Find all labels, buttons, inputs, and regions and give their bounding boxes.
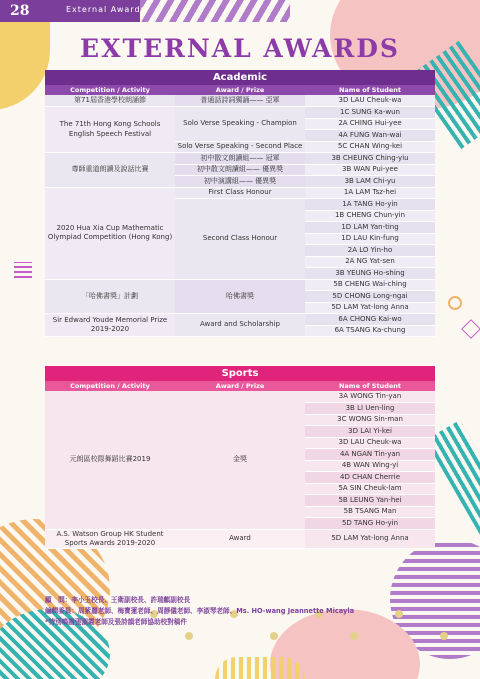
- student-cell: 1D LAU Kin-fung: [305, 233, 435, 245]
- page-title: EXTERNAL AWARDS: [80, 34, 400, 63]
- student-cell: 4A NGAN Tin-yan: [305, 449, 435, 461]
- student-cell: 4B WAN Wing-yi: [305, 460, 435, 472]
- credits-editors: 編輯委員：周紫麗老師、梅寶蓮老師、周靜儀老師、李淑琴老師、Ms. HO-wang Jeannette Micayla: [45, 606, 355, 615]
- competition-cell: Sir Edward Youde Memorial Prize 2019-2020: [45, 314, 175, 337]
- student-cell: 3B YEUNG Ho-shing: [305, 268, 435, 280]
- competition-cell: 「哈佛書獎」計劃: [45, 279, 175, 314]
- sports-table: [45, 366, 435, 549]
- table-row: [45, 279, 435, 291]
- academic-table: [45, 70, 435, 337]
- student-cell: 4D CHAN Cherrie: [305, 472, 435, 484]
- student-cell: 2A LO Yin-ho: [305, 245, 435, 257]
- decor-zigzag: [14, 262, 32, 278]
- student-cell: 3D LAU Cheuk-wa: [305, 437, 435, 449]
- competition-cell: 第71屆香港學校朗誦節: [45, 95, 175, 107]
- student-cell: 6A CHONG Kai-wo: [305, 314, 435, 326]
- student-cell: 1A LAM Tsz-hei: [305, 187, 435, 199]
- award-cell: Solo Verse Speaking - Second Place: [175, 141, 305, 153]
- student-cell: 2A NG Yat-sen: [305, 256, 435, 268]
- student-cell: 3A WONG Tin-yan: [305, 391, 435, 403]
- award-cell: 金獎: [175, 391, 305, 529]
- competition-cell: The 71th Hong Kong Schools English Speech Festival: [45, 107, 175, 153]
- student-cell: 1B CHENG Chun-yin: [305, 210, 435, 222]
- award-cell: First Class Honour: [175, 187, 305, 199]
- header-section-label: External Awards: [66, 5, 146, 14]
- student-cell: 5B TSANG Man: [305, 506, 435, 518]
- credits-thanks: *特別鳴謝張淑霞老師及張詩韻老師協助校對稿件: [45, 617, 187, 626]
- competition-cell: A.S. Watson Group HK Student Sports Awards 2019-2020: [45, 529, 175, 549]
- award-cell: 初中演講組—— 優異獎: [175, 176, 305, 188]
- student-cell: 6A TSANG Ka-chung: [305, 325, 435, 337]
- award-cell: 哈佛書獎: [175, 279, 305, 314]
- student-cell: 1A TANG Ho-yin: [305, 199, 435, 211]
- table-row: [45, 529, 435, 549]
- student-cell: 5A SIN Cheuk-lam: [305, 483, 435, 495]
- header-stripes: [140, 0, 290, 22]
- credits-advisors: 顧 問：李小玉校長、王衛副校長、許瑞麒副校長: [45, 596, 191, 604]
- student-cell: 5B LEUNG Yan-hei: [305, 495, 435, 507]
- award-cell: Award and Scholarship: [175, 314, 305, 337]
- column-header: Award / Prize: [175, 381, 305, 391]
- column-header: Name of Student: [305, 85, 435, 95]
- student-cell: 2A CHING Hui-yee: [305, 118, 435, 130]
- competition-cell: 2020 Hua Xia Cup Mathematic Olympiad Competition (Hong Kong): [45, 187, 175, 279]
- award-cell: Second Class Honour: [175, 199, 305, 280]
- student-cell: 1C SUNG Ka-wun: [305, 107, 435, 119]
- student-cell: 5B CHENG Wai-ching: [305, 279, 435, 291]
- student-cell: 3C WONG Sin-man: [305, 414, 435, 426]
- award-cell: Award: [175, 529, 305, 549]
- column-header: Award / Prize: [175, 85, 305, 95]
- student-cell: 3D LAI Yi-kei: [305, 426, 435, 438]
- student-cell: 3D LAU Cheuk-wa: [305, 95, 435, 107]
- decor-stripes: [215, 657, 305, 679]
- column-header: Competition / Activity: [45, 381, 175, 391]
- award-cell: 初中散文朗讀組—— 冠軍: [175, 153, 305, 165]
- student-cell: 1D LAM Yan-ting: [305, 222, 435, 234]
- table-row: [45, 187, 435, 199]
- decor-ring: [448, 296, 462, 310]
- decor-diamond: [461, 319, 480, 339]
- student-cell: 3B CHEUNG Ching-yiu: [305, 153, 435, 165]
- column-header: Name of Student: [305, 381, 435, 391]
- competition-cell: 元朗區校際舞蹈比賽2019: [45, 391, 175, 529]
- page-number: 28: [10, 3, 30, 19]
- student-cell: 3B LAM Chi-yu: [305, 176, 435, 188]
- award-cell: 初中散文朗讀組—— 優異獎: [175, 164, 305, 176]
- table-row: [45, 95, 435, 107]
- award-cell: 普通話詩詞獨誦—— 亞軍: [175, 95, 305, 107]
- student-cell: 5C CHAN Wing-kei: [305, 141, 435, 153]
- credits: [45, 595, 455, 628]
- award-cell: Solo Verse Speaking - Champion: [175, 107, 305, 142]
- column-header: Competition / Activity: [45, 85, 175, 95]
- student-cell: 3B WAN Pui-yee: [305, 164, 435, 176]
- competition-cell: 尊師重道朗讀及說話比賽: [45, 153, 175, 188]
- table-row: [45, 107, 435, 119]
- student-cell: 5D LAM Yat-long Anna: [305, 302, 435, 314]
- table-row: [45, 314, 435, 326]
- student-cell: 3B LI Uen-ling: [305, 403, 435, 415]
- table-row: [45, 391, 435, 403]
- section-header: Sports: [45, 366, 435, 381]
- student-cell: 5D LAM Yat-long Anna: [305, 529, 435, 549]
- table-row: [45, 153, 435, 165]
- section-header: Academic: [45, 70, 435, 85]
- student-cell: 4A FUNG Wan-wai: [305, 130, 435, 142]
- student-cell: 5D CHONG Long-ngai: [305, 291, 435, 303]
- student-cell: 5D TANG Ho-yin: [305, 518, 435, 530]
